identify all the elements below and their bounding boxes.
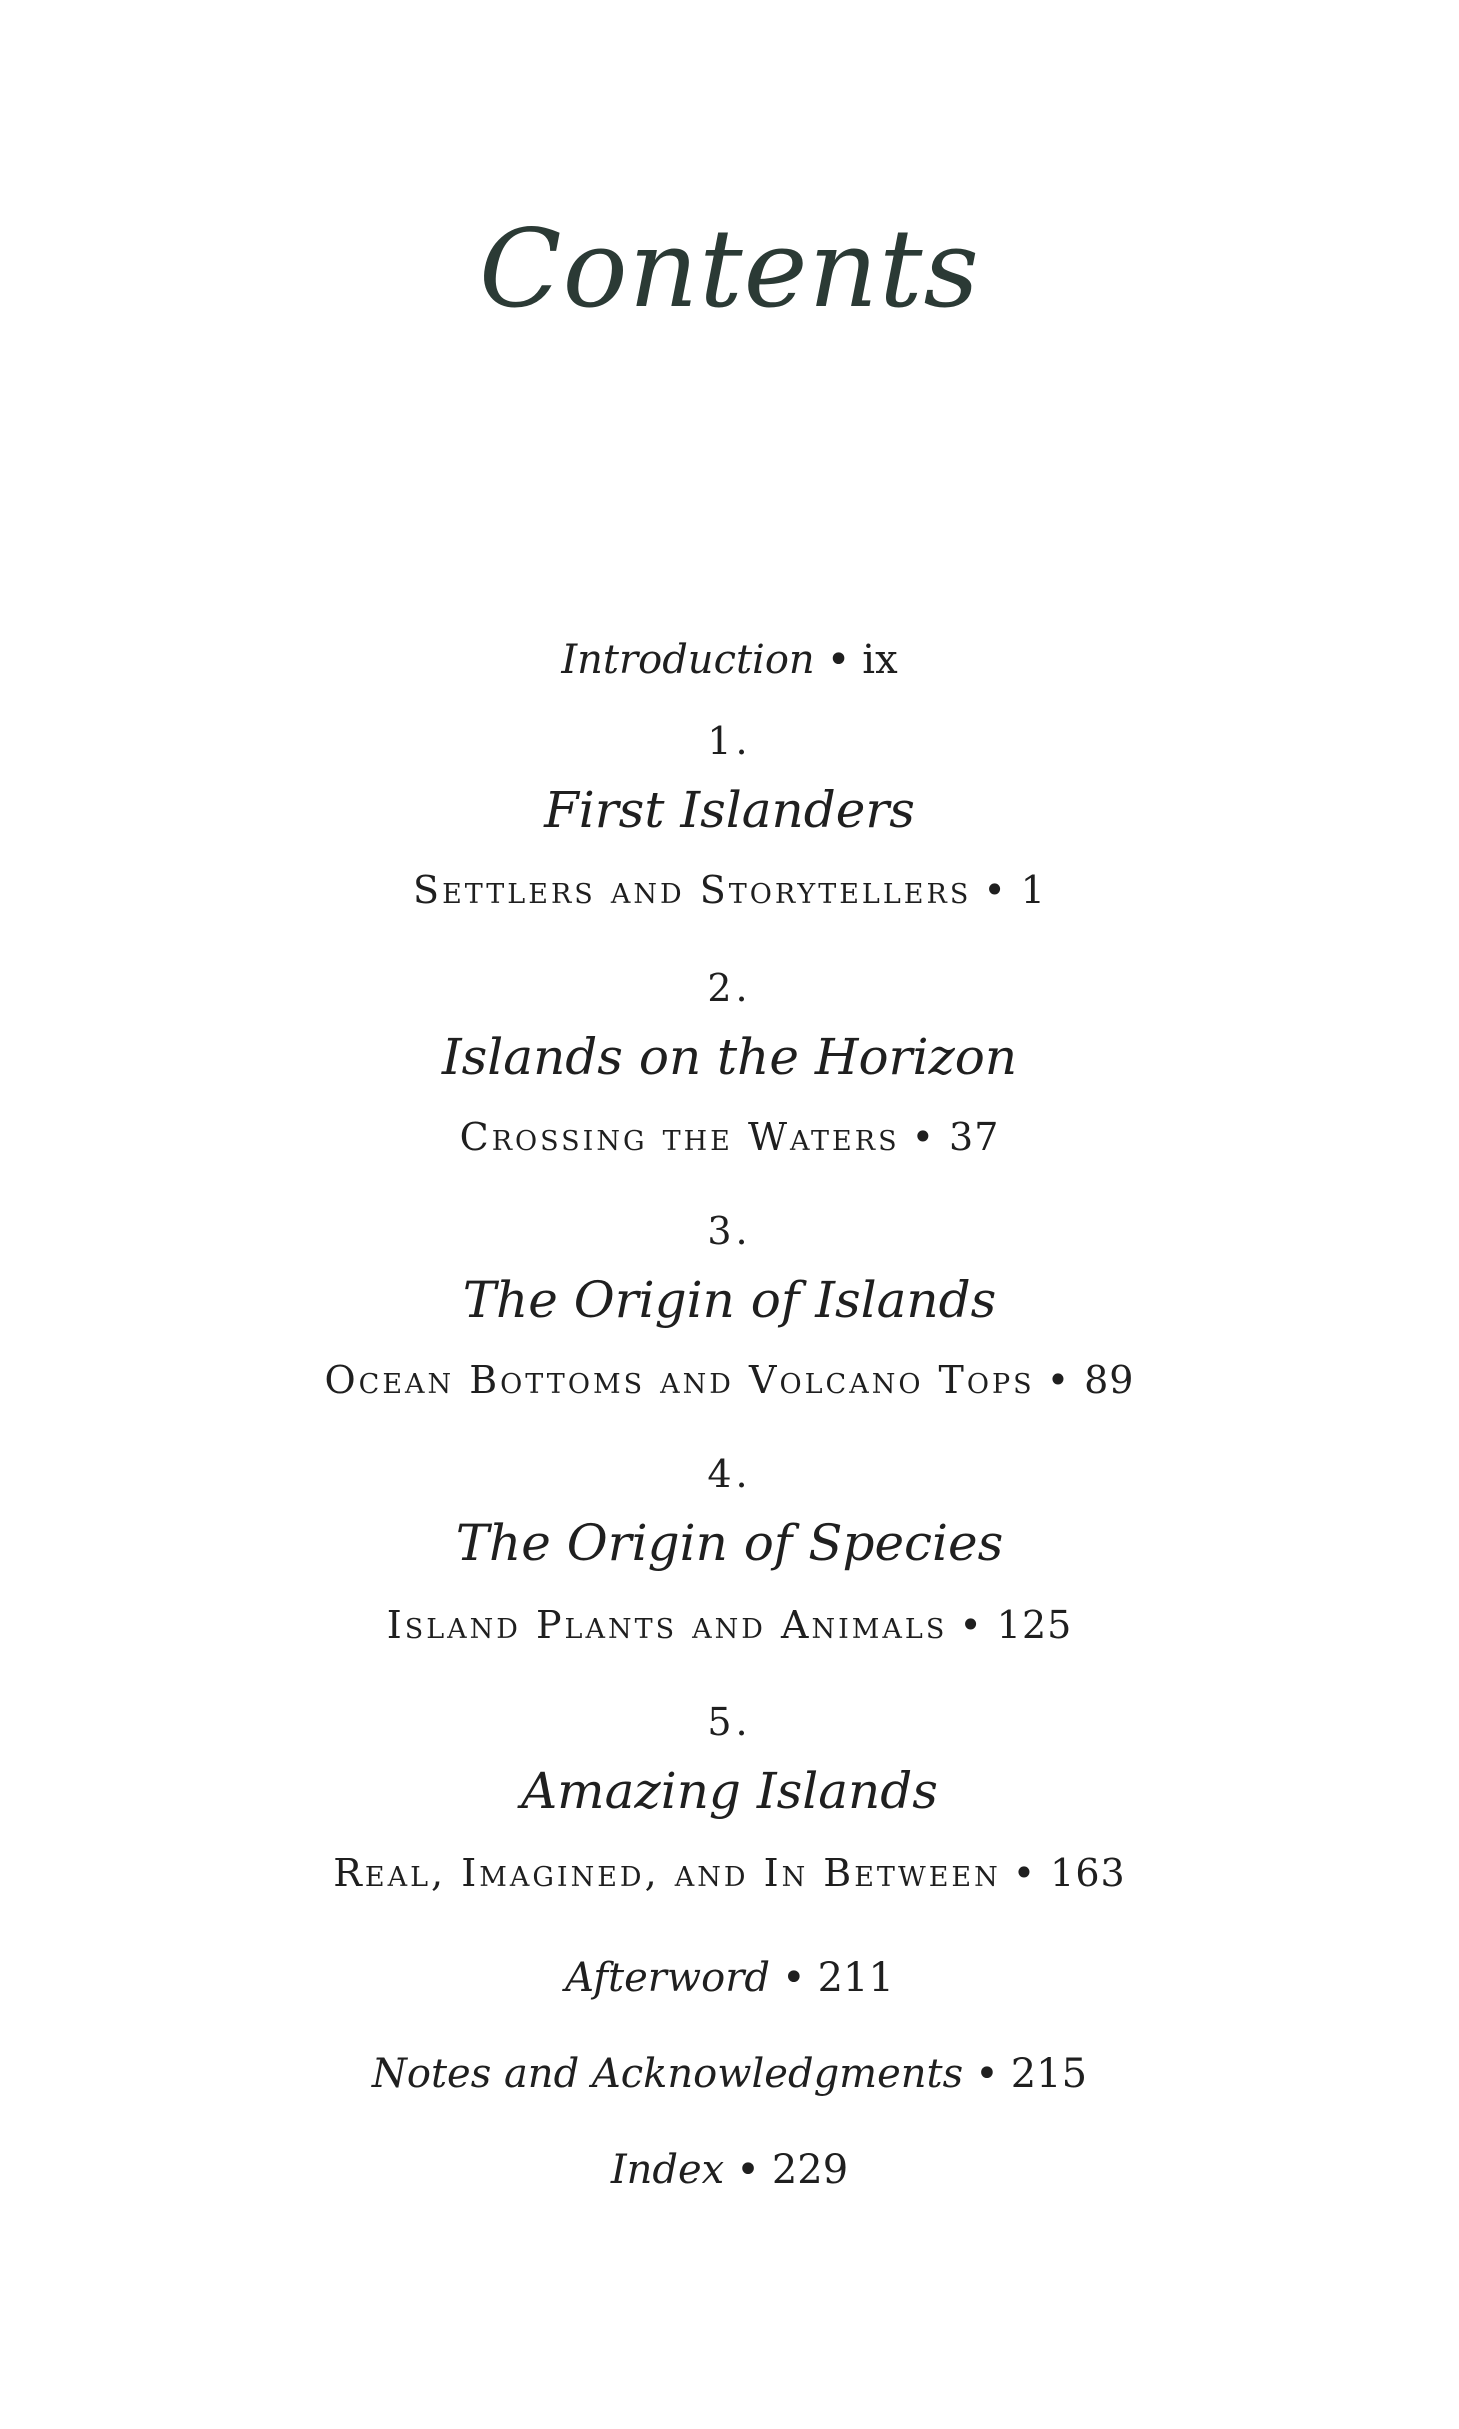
- chapter-1-subtitle[interactable]: [0, 866, 1459, 914]
- toc-introduction-page: ix: [862, 637, 898, 683]
- chapter-3-number: 3.: [707, 1209, 752, 1253]
- chapter-2-subtitle[interactable]: [0, 1113, 1459, 1161]
- toc-separator: •: [911, 1115, 938, 1159]
- chapter-2-page: 37: [949, 1115, 1000, 1159]
- chapter-3-title[interactable]: The Origin of Islands: [462, 1271, 997, 1329]
- chapter-4-subtitle-text: Island Plants and Animals: [386, 1603, 948, 1647]
- toc-separator: •: [959, 1603, 985, 1647]
- chapter-5-page: 163: [1050, 1851, 1126, 1895]
- toc-notes-page: 215: [1010, 2051, 1088, 2097]
- chapter-5-title[interactable]: Amazing Islands: [521, 1762, 938, 1820]
- chapter-4-subtitle[interactable]: [0, 1601, 1459, 1649]
- chapter-4-number: 4.: [707, 1452, 752, 1496]
- chapter-5-number: 5.: [707, 1700, 752, 1744]
- toc-introduction-label: Introduction: [561, 637, 815, 683]
- chapter-1-page: 1: [1020, 868, 1046, 912]
- toc-index-label: Index: [610, 2147, 725, 2193]
- toc-afterword[interactable]: [0, 1953, 1459, 2003]
- toc-index-page: 229: [771, 2147, 849, 2193]
- chapter-4-page: 125: [996, 1603, 1073, 1647]
- toc-notes[interactable]: [0, 2049, 1459, 2099]
- toc-afterword-label: Afterword: [565, 1955, 770, 2001]
- toc-separator: •: [983, 868, 1009, 912]
- page-title: Contents: [479, 207, 980, 332]
- toc-separator: •: [781, 1955, 806, 2001]
- chapter-2-title[interactable]: Islands on the Horizon: [441, 1028, 1018, 1086]
- toc-separator: •: [826, 637, 851, 683]
- chapter-4-title[interactable]: The Origin of Species: [455, 1514, 1004, 1572]
- toc-separator: •: [975, 2051, 999, 2097]
- toc-notes-label: Notes and Acknowledgments: [371, 2051, 964, 2097]
- chapter-2-subtitle-text: Crossing the Waters: [459, 1115, 900, 1159]
- toc-separator: •: [736, 2147, 760, 2193]
- toc-separator: •: [1046, 1358, 1073, 1402]
- chapter-3-subtitle-text: Ocean Bottoms and Volcano Tops: [324, 1358, 1035, 1402]
- chapter-1-number: 1.: [707, 719, 752, 763]
- chapter-5-subtitle-text: Real, Imagined, and In Between: [333, 1851, 1001, 1895]
- toc-afterword-page: 211: [817, 1955, 894, 2001]
- toc-separator: •: [1012, 1851, 1039, 1895]
- chapter-1-subtitle-text: Settlers and Storytellers: [413, 868, 972, 912]
- toc-introduction[interactable]: [0, 635, 1459, 685]
- chapter-3-subtitle[interactable]: [0, 1356, 1459, 1404]
- chapter-3-page: 89: [1084, 1358, 1135, 1402]
- toc-index[interactable]: [0, 2145, 1459, 2195]
- chapter-1-title[interactable]: First Islanders: [544, 781, 915, 839]
- chapter-2-number: 2.: [707, 966, 752, 1010]
- chapter-5-subtitle[interactable]: [0, 1849, 1459, 1897]
